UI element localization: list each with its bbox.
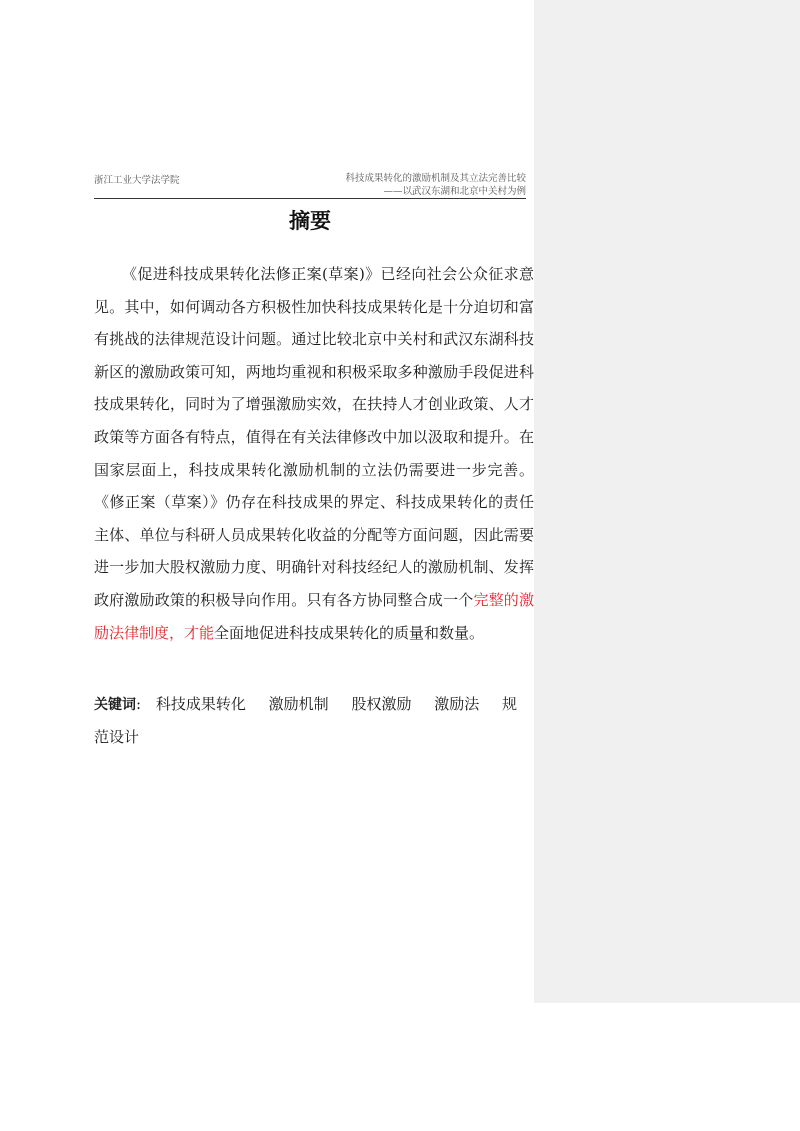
header-title-line2: ——以武汉东湖和北京中关村为例 <box>383 186 526 197</box>
keywords-separator: : <box>136 695 142 713</box>
keyword-item: 股权激励 <box>351 695 412 713</box>
keywords-label: 关键词 <box>94 697 136 713</box>
comment-pane <box>534 0 800 1003</box>
page-title: 摘要 <box>289 209 331 233</box>
abstract-text-part1: 《促进科技成果转化法修正案(草案)》已经向社会公众征求意见。其中，如何调动各方积极性加快科技成果转化是十分迫切和富有挑战的法律规范设计问题。通过比较北京中关村和武汉东湖科技新区的激励政策可知，两地均重视和积极采取多种激励手段促进科技成果转化，同时为了增强激励实效，在扶持人才创业政策、人才政策等方面各有特点，值得在有关法律修改中加以汲取和提升。在国家层面上，科技成果转化激励机制的立法仍需要进一步完善。《修正案（草案）》仍存在科技成果的界定、科技成果转化的责任主体、单位与科研人员成果转化收益的分配等方面问题，因此需要进一步加大股权激励力度、明确针对科技经纪人的激励机制、发挥政府激励政策的积极导向作用。只有各方协同整合成一个 <box>94 265 534 609</box>
abstract-paragraph <box>94 258 534 649</box>
header-title-line1: 科技成果转化的激励机制及其立法完善比较 <box>345 173 526 184</box>
header-institution: 浙江工业大学法学院 <box>94 175 180 186</box>
keyword-item: 激励机制 <box>268 695 329 713</box>
abstract-text-part2: 全面地促进科技成果转化的质量和数量。 <box>214 623 485 642</box>
header-rule <box>94 198 526 199</box>
header-paper-title <box>345 172 526 198</box>
keyword-item: 激励法 <box>434 695 480 713</box>
keyword-item: 科技成果转化 <box>155 695 246 713</box>
abstract-highlight: 完整的激励法律制度，才能 <box>94 590 534 642</box>
keyword-item: 规范设计 <box>94 695 518 746</box>
keywords-section <box>94 688 530 753</box>
